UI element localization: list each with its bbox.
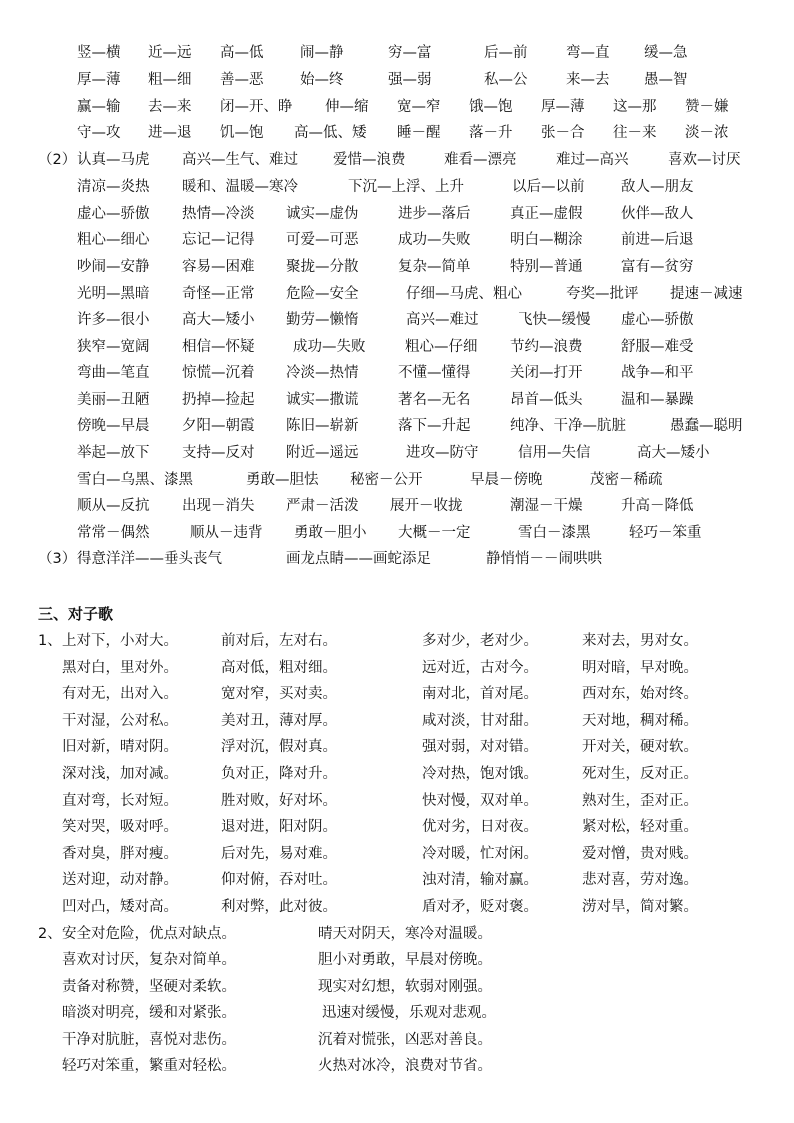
couplet-row [0,762,794,786]
antonym-pair: 许多—很小 [77,312,150,328]
antonym-row [0,441,794,465]
antonym-pair: 大概－一定 [398,525,471,541]
couplet: 迅速对缓慢，乐观对悲观。 [322,1005,496,1021]
antonym-row [0,468,794,492]
couplet: 香对臭，胖对瘦。 [62,846,178,862]
antonym-pair: 粗心—细心 [77,232,150,248]
antonym-pair: 爱惜—浪费 [333,152,406,168]
antonym-pair: 伙伴—敌人 [621,206,694,222]
couplet: 悲对喜，劳对逸。 [582,872,698,888]
antonym-row [0,255,794,279]
couplet: 南对北，首对尾。 [422,686,538,702]
couplet-row [0,922,794,946]
antonym-pair: 往－来 [613,125,657,141]
couplet-row [0,735,794,759]
antonym-row [0,388,794,412]
antonym-pair: 常常－偶然 [77,525,150,541]
antonym-row [0,521,794,545]
antonym-pair: 这—那 [613,99,657,115]
couplet: 咸对淡，甘对甜。 [422,713,538,729]
antonym-pair: 赢—输 [77,99,121,115]
couplet: 上对下，小对大。 [62,633,178,649]
antonym-pair: 认真—马虎 [77,152,150,168]
antonym-pair: 赞－嫌 [685,99,729,115]
antonym-pair: 附近—遥远 [286,445,359,461]
antonym-pair: 高大—矮小 [182,312,255,328]
couplet: 干净对肮脏，喜悦对悲伤。 [62,1032,236,1048]
couplet-row [0,1028,794,1052]
antonym-pair: 张－合 [541,125,585,141]
couplet: 利对弊，此对彼。 [221,899,337,915]
antonym-pair: 闭—开、睁 [220,99,293,115]
couplet: 浊对清，输对赢。 [422,872,538,888]
antonym-pair: 吵闹—安静 [77,259,150,275]
antonym-pair: 顺从—反抗 [77,498,150,514]
couplet: 胜对败，好对坏。 [221,793,337,809]
antonym-pair: 特别—普通 [510,259,583,275]
couplet: 安全对危险，优点对缺点。 [62,926,236,942]
couplet: 暗淡对明亮，缓和对紧张。 [62,1005,236,1021]
antonym-pair: 虚心—骄傲 [621,312,694,328]
couplet: 旧对新，晴对阴。 [62,739,178,755]
couplet: 明对暗，早对晚。 [582,660,698,676]
antonym-pair: 冷淡—热情 [286,365,359,381]
couplet: 笑对哭，吸对呼。 [62,819,178,835]
antonym-pair: 秘密－公开 [350,472,423,488]
couplet-row [0,868,794,892]
antonym-pair: 强—弱 [388,72,432,88]
antonym-pair: 美丽—丑陋 [77,392,150,408]
couplet: 天对地，稠对稀。 [582,713,698,729]
idiom-pair: 得意洋洋——垂头丧气 [77,551,222,567]
antonym-pair: 仔细—马虎、粗心 [406,286,522,302]
antonym-pair: 伸—缩 [325,99,369,115]
antonym-row [0,228,794,252]
antonym-pair: 陈旧—崭新 [286,418,359,434]
couplet: 深对浅，加对减。 [62,766,178,782]
antonym-pair: 敌人—朋友 [621,179,694,195]
antonym-row [0,68,794,92]
couplet-row [0,629,794,653]
antonym-row [0,41,794,65]
antonym-row [0,308,794,332]
antonym-pair: 闹—静 [300,45,344,61]
item-number: （2） [38,152,77,168]
couplet: 凹对凸，矮对高。 [62,899,178,915]
antonym-pair: 竖—横 [77,45,121,61]
antonym-pair: 愚—智 [644,72,688,88]
antonym-pair: 进—退 [148,125,192,141]
couplet-row [0,1054,794,1078]
antonym-pair: 后—前 [484,45,528,61]
couplet-row [0,815,794,839]
antonym-pair: 光明—黑暗 [77,286,150,302]
antonym-pair: 饥—饱 [220,125,264,141]
antonym-pair: 轻巧－笨重 [629,525,702,541]
antonym-pair: 热情—冷淡 [182,206,255,222]
couplet: 轻巧对笨重，繁重对轻松。 [62,1058,236,1074]
antonym-pair: 高兴—生气、难过 [182,152,298,168]
antonym-pair: 虚心—骄傲 [77,206,150,222]
couplet: 黑对白，里对外。 [62,660,178,676]
antonym-row [0,148,794,172]
antonym-pair: 狭窄—宽阔 [77,339,150,355]
antonym-pair: 雪白—乌黑、漆黑 [77,472,193,488]
item-number: （3） [38,551,77,567]
antonym-pair: 忘记—记得 [182,232,255,248]
antonym-pair: 扔掉—捡起 [182,392,255,408]
antonym-pair: 飞快—缓慢 [518,312,591,328]
antonym-pair: 弯—直 [566,45,610,61]
couplet-row [0,656,794,680]
antonym-pair: 成功—失败 [293,339,366,355]
item-number: 2、 [38,926,62,942]
couplet: 前对后，左对右。 [221,633,337,649]
couplet-row [0,789,794,813]
antonym-pair: 勇敢—胆怯 [246,472,319,488]
couplet: 责备对称赞，坚硬对柔软。 [62,979,236,995]
couplet: 快对慢，双对单。 [422,793,538,809]
antonym-pair: 奇怪—正常 [182,286,255,302]
couplet: 干对湿，公对私。 [62,713,178,729]
couplet: 有对无，出对入。 [62,686,178,702]
antonym-pair: 进攻—防守 [406,445,479,461]
couplet: 退对进，阳对阴。 [221,819,337,835]
antonym-row [0,414,794,438]
antonym-pair: 高—低 [220,45,264,61]
antonym-row [0,121,794,145]
antonym-pair: 以后—以前 [512,179,585,195]
couplet: 熟对生，歪对正。 [582,793,698,809]
antonym-pair: 富有—贫穷 [621,259,694,275]
antonym-pair: 落下—升起 [398,418,471,434]
couplet: 西对东，始对终。 [582,686,698,702]
antonym-row [0,361,794,385]
couplet: 浮对沉，假对真。 [221,739,337,755]
antonym-pair: 饿—饱 [469,99,513,115]
couplet: 仰对俯，吞对吐。 [221,872,337,888]
antonym-pair: 诚实—虚伪 [286,206,359,222]
antonym-pair: 宽—窄 [397,99,441,115]
couplet: 沉着对慌张，凶恶对善良。 [318,1032,492,1048]
antonym-pair: 弯曲—笔直 [77,365,150,381]
couplet: 涝对旱，简对繁。 [582,899,698,915]
antonym-pair: 纯净、干净—肮脏 [510,418,626,434]
antonym-pair: 去—来 [148,99,192,115]
antonym-pair: 勤劳—懒惰 [286,312,359,328]
antonym-pair: 进步—落后 [398,206,471,222]
antonym-pair: 夸奖—批评 [566,286,639,302]
antonym-pair: 展开－收拢 [390,498,463,514]
antonym-pair: 升高－降低 [621,498,694,514]
antonym-pair: 可爱—可恶 [286,232,359,248]
antonym-pair: 严肃－活泼 [286,498,359,514]
couplet: 胆小对勇敢，早晨对傍晚。 [318,952,492,968]
couplet: 喜欢对讨厌，复杂对简单。 [62,952,236,968]
antonym-pair: 相信—怀疑 [182,339,255,355]
antonym-row [0,202,794,226]
antonym-pair: 著名—无名 [398,392,471,408]
antonym-pair: 温和—暴躁 [621,392,694,408]
couplet: 现实对幻想，软弱对刚强。 [318,979,492,995]
couplet-row [0,842,794,866]
couplet: 紧对松，轻对重。 [582,819,698,835]
couplet: 送对迎，动对静。 [62,872,178,888]
antonym-pair: 惊慌—沉着 [182,365,255,381]
antonym-pair: 善—恶 [220,72,264,88]
antonym-row [0,95,794,119]
antonym-pair: 落－升 [469,125,513,141]
antonym-pair: 私—公 [484,72,528,88]
couplet: 强对弱，对对错。 [422,739,538,755]
antonym-row [0,282,794,306]
couplet: 爱对憎，贵对贱。 [582,846,698,862]
couplet-row [0,1001,794,1025]
antonym-pair: 暖和、温暖—寒冷 [182,179,298,195]
antonym-pair: 成功—失败 [398,232,471,248]
couplet: 远对近，古对今。 [422,660,538,676]
antonym-pair: 勇敢－胆小 [294,525,367,541]
antonym-pair: 难过—高兴 [556,152,629,168]
antonym-pair: 危险—安全 [286,286,359,302]
idiom-row [0,547,794,571]
antonym-pair: 支持—反对 [182,445,255,461]
item-number: 1、 [38,633,62,649]
antonym-pair: 茂密－稀疏 [590,472,663,488]
antonym-pair: 近—远 [148,45,192,61]
antonym-pair: 下沉—上浮、上升 [348,179,464,195]
antonym-pair: 早晨－傍晚 [470,472,543,488]
couplet: 开对关，硬对软。 [582,739,698,755]
idiom-pair: 画龙点睛——画蛇添足 [286,551,431,567]
antonym-pair: 不懂—懂得 [398,365,471,381]
antonym-pair: 舒服—难受 [621,339,694,355]
antonym-pair: 关闭—打开 [510,365,583,381]
couplet-row [0,682,794,706]
antonym-pair: 潮湿－干燥 [510,498,583,514]
antonym-pair: 顺从－违背 [190,525,263,541]
antonym-row [0,494,794,518]
couplet: 火热对冰冷，浪费对节省。 [318,1058,492,1074]
couplet: 后对先，易对难。 [221,846,337,862]
section-heading: 三、对子歌 [38,605,114,623]
antonym-pair: 聚拢—分散 [286,259,359,275]
antonym-pair: 愚蠢—聪明 [670,418,743,434]
antonym-pair: 高大—矮小 [637,445,710,461]
antonym-pair: 穷—富 [388,45,432,61]
antonym-pair: 昂首—低头 [510,392,583,408]
antonym-pair: 夕阳—朝霞 [182,418,255,434]
couplet: 来对去，男对女。 [582,633,698,649]
couplet: 直对弯，长对短。 [62,793,178,809]
antonym-pair: 睡－醒 [397,125,441,141]
antonym-pair: 喜欢—讨厌 [668,152,741,168]
idiom-pair: 静悄悄－－闹哄哄 [486,551,602,567]
antonym-pair: 雪白－漆黑 [518,525,591,541]
antonym-pair: 容易—困难 [182,259,255,275]
antonym-pair: 战争—和平 [621,365,694,381]
antonym-pair: 提速－减速 [670,286,743,302]
antonym-pair: 来—去 [566,72,610,88]
antonym-pair: 厚—薄 [77,72,121,88]
couplet: 美对丑，薄对厚。 [221,713,337,729]
antonym-row [0,335,794,359]
antonym-pair: 粗—细 [148,72,192,88]
couplet: 冷对暖，忙对闲。 [422,846,538,862]
antonym-pair: 始—终 [300,72,344,88]
couplet: 多对少，老对少。 [422,633,538,649]
couplet-row [0,948,794,972]
antonym-pair: 明白—糊涂 [510,232,583,248]
antonym-pair: 高—低、矮 [294,125,367,141]
antonym-pair: 节约—浪费 [510,339,583,355]
antonym-pair: 淡－浓 [685,125,729,141]
couplet-row [0,975,794,999]
couplet: 冷对热，饱对饿。 [422,766,538,782]
antonym-pair: 粗心—仔细 [405,339,478,355]
couplet-row [0,895,794,919]
couplet: 高对低，粗对细。 [221,660,337,676]
antonym-pair: 缓—急 [644,45,688,61]
antonym-pair: 诚实—撒谎 [286,392,359,408]
antonym-pair: 守—攻 [77,125,121,141]
couplet: 优对劣，日对夜。 [422,819,538,835]
couplet: 盾对矛，贬对褒。 [422,899,538,915]
couplet-row [0,709,794,733]
antonym-pair: 高兴—难过 [406,312,479,328]
antonym-pair: 出现－消失 [182,498,255,514]
antonym-pair: 厚—薄 [541,99,585,115]
antonym-pair: 真正—虚假 [510,206,583,222]
couplet: 死对生，反对正。 [582,766,698,782]
antonym-pair: 复杂—简单 [398,259,471,275]
antonym-pair: 清凉—炎热 [77,179,150,195]
couplet: 晴天对阴天，寒冷对温暖。 [318,926,492,942]
antonym-pair: 傍晚—早晨 [77,418,150,434]
antonym-pair: 难看—漂亮 [444,152,517,168]
antonym-pair: 信用—失信 [518,445,591,461]
antonym-pair: 前进—后退 [621,232,694,248]
couplet: 负对正，降对升。 [221,766,337,782]
couplet: 宽对窄，买对卖。 [221,686,337,702]
antonym-row [0,175,794,199]
antonym-pair: 举起—放下 [77,445,150,461]
